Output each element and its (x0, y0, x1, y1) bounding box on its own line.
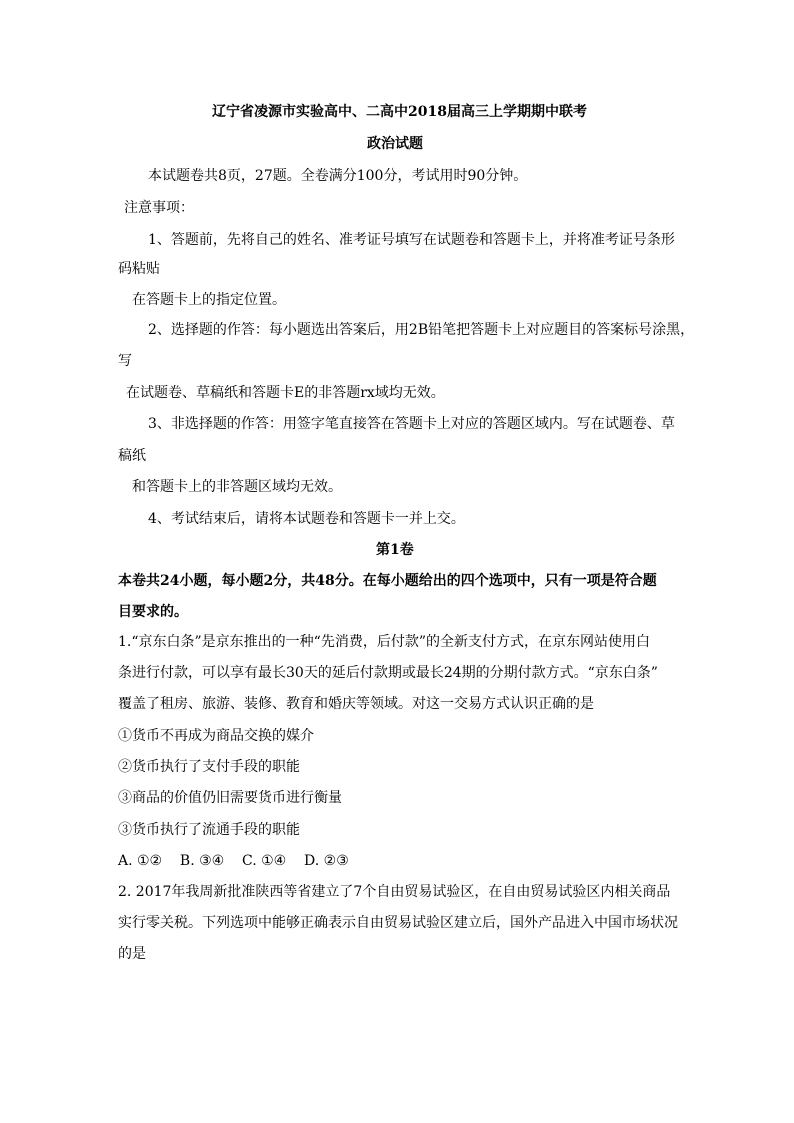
note-line: 2、选择题的作答：每小题选出答案后，用2B铅笔把答题卡上对应题目的答案标号涂黑， (148, 322, 695, 338)
section-description: 本卷共24小题，每小题2分，共48分。在每小题给出的四个选项中，只有一项是符合题 (118, 573, 657, 589)
question-1-statement: ①货币不再成为商品交换的媒介 (118, 728, 314, 744)
question-1-statement: ②货币执行了支付手段的职能 (118, 759, 300, 775)
document-title: 辽宁省凌源市实验高中、二高中2018届高三上学期期中联考 (212, 104, 587, 120)
section-description: 目要求的。 (118, 604, 188, 620)
notice-heading: 注意事项： (124, 200, 194, 216)
question-1-stem: 覆盖了租房、旅游、装修、教育和婚庆等领域。对这一交易方式认识正确的是 (118, 696, 594, 712)
note-line: 1、答题前，先将自己的姓名、准考证号填写在试题卷和答题卡上，并将准考证号条形 (148, 232, 675, 248)
section-title: 第1卷 (376, 542, 414, 558)
question-1-stem: 条进行付款，可以享有最长30天的延后付款期或最长24期的分期付款方式。“京东白条” (118, 665, 658, 681)
question-1-stem: 1.“京东白条”是京东推出的一种“先消费，后付款”的全新支付方式，在京东网站使用白 (118, 634, 650, 650)
question-2-stem: 的是 (118, 946, 146, 962)
question-2-stem: 实行零关税。下列选项中能够正确表示自由贸易试验区建立后，国外产品进入中国市场状况 (118, 915, 678, 931)
document-subtitle: 政治试题 (367, 136, 423, 152)
note-line: 写 (118, 353, 132, 369)
intro-text: 本试题卷共8页，27题。全卷满分100分，考试用时90分钟。 (148, 168, 528, 184)
question-1-options: A. ①② B. ③④ C. ①④ D. ②③ (118, 853, 349, 869)
question-1-statement: ③货币执行了流通手段的职能 (118, 822, 300, 838)
note-line: 在答题卡上的指定位置。 (132, 292, 286, 308)
note-line: 在试题卷、草稿纸和答题卡E的非答题rx域均无效。 (126, 385, 445, 401)
question-2-stem: 2. 2017年我周新批准陕西等省建立了7个自由贸易试验区，在自由贸易试验区内相关商品 (118, 884, 671, 900)
note-line: 4、考试结束后，请将本试题卷和答题卡一并上交。 (148, 511, 465, 527)
note-line: 和答题卡上的非答题区域均无效。 (132, 479, 342, 495)
note-line: 码粘贴 (118, 261, 160, 277)
note-line: 3、非选择题的作答：用签字笔直接答在答题卡上对应的答题区域内。写在试题卷、草 (148, 416, 675, 432)
note-line: 稿纸 (118, 448, 146, 464)
question-1-statement: ③商品的价值仍旧需要货币进行衡量 (118, 790, 342, 806)
